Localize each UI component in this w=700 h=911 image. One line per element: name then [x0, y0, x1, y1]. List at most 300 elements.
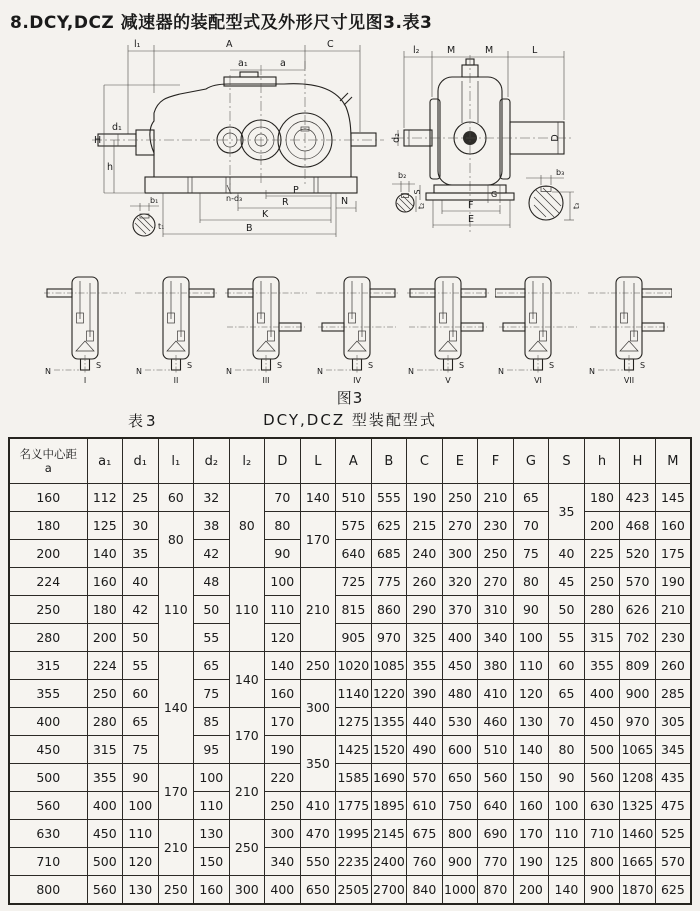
table-cell: 1665: [620, 848, 656, 876]
table-cell: 55: [194, 624, 230, 652]
table-cell: 100: [513, 624, 549, 652]
north-label: N: [226, 367, 233, 376]
table-cell: 38: [194, 512, 230, 540]
table-cell: 240: [407, 540, 443, 568]
table-cell: 45: [549, 568, 585, 596]
variant-label: I: [83, 376, 87, 385]
table-cell: 800: [9, 876, 87, 905]
column-header: h: [584, 438, 620, 484]
table-cell: 40: [549, 540, 585, 568]
dim-label-B: B: [246, 223, 253, 234]
table-row: [9, 820, 691, 848]
table-cell: 25: [123, 484, 159, 512]
table-cell: 355: [9, 680, 87, 708]
table-cell: 480: [442, 680, 478, 708]
table-cell: 70: [549, 708, 585, 736]
table-cell: 1208: [620, 764, 656, 792]
table-cell: 280: [9, 624, 87, 652]
table-cell: 1275: [336, 708, 372, 736]
table-cell: 1895: [371, 792, 407, 820]
table-cell: 470: [300, 820, 336, 848]
table-cell: 550: [300, 848, 336, 876]
column-header: 名义中心距 a: [9, 438, 87, 484]
table-cell: 640: [478, 792, 514, 820]
column-header: E: [442, 438, 478, 484]
table-cell: 250: [442, 484, 478, 512]
variant-label: II: [173, 376, 179, 385]
table-cell: 400: [442, 624, 478, 652]
table-cell: 570: [655, 848, 691, 876]
table-cell: 80: [513, 568, 549, 596]
table-cell: 770: [478, 848, 514, 876]
figure-subcaption: DCY,DCZ 型装配型式: [263, 411, 437, 429]
table-cell: 110: [513, 652, 549, 680]
table-cell: 180: [9, 512, 87, 540]
table-cell: 100: [123, 792, 159, 820]
column-header: d₂: [194, 438, 230, 484]
table-cell: 140: [513, 736, 549, 764]
table-cell: 1325: [620, 792, 656, 820]
table-cell: 170: [229, 708, 265, 764]
table-label: 表3: [128, 412, 159, 430]
south-label: S: [277, 361, 283, 370]
table-cell: 60: [549, 652, 585, 680]
table-cell: 340: [478, 624, 514, 652]
table-cell: 60: [123, 680, 159, 708]
table-cell: 120: [265, 624, 301, 652]
table-cell: 750: [442, 792, 478, 820]
table-cell: 2400: [371, 848, 407, 876]
column-header: d₁: [123, 438, 159, 484]
table-row: [9, 540, 691, 568]
dim-label-M-left: M: [447, 45, 456, 56]
dim-label-K: K: [262, 209, 269, 220]
variant-label: IV: [353, 376, 361, 385]
table-cell: 60: [158, 484, 194, 512]
table-cell: 390: [407, 680, 443, 708]
drawing-side-view: [88, 35, 388, 257]
table-cell: 250: [478, 540, 514, 568]
table-cell: 190: [655, 568, 691, 596]
table-cell: 175: [655, 540, 691, 568]
table-cell: 250: [9, 596, 87, 624]
table-cell: 1000: [442, 876, 478, 905]
table-cell: 110: [194, 792, 230, 820]
table-cell: 900: [442, 848, 478, 876]
table-cell: 520: [620, 540, 656, 568]
table-cell: 112: [87, 484, 123, 512]
table-cell: 510: [336, 484, 372, 512]
table-cell: 290: [407, 596, 443, 624]
dim-label-t2: t₂: [417, 202, 426, 210]
table-cell: 120: [123, 848, 159, 876]
table-cell: 1425: [336, 736, 372, 764]
column-header: C: [407, 438, 443, 484]
table-cell: 50: [549, 596, 585, 624]
variant-label: III: [262, 376, 270, 385]
table-cell: 500: [584, 736, 620, 764]
table-cell: 315: [584, 624, 620, 652]
table-cell: 710: [584, 820, 620, 848]
table-cell: 560: [478, 764, 514, 792]
dim-label-a1: a₁: [238, 58, 248, 69]
dim-label-D: D: [550, 134, 561, 142]
dim-label-F: F: [468, 200, 474, 211]
table-cell: 160: [655, 512, 691, 540]
table-cell: 125: [549, 848, 585, 876]
table-cell: 55: [123, 652, 159, 680]
table-cell: 450: [9, 736, 87, 764]
table-cell: 210: [478, 484, 514, 512]
table-cell: 300: [442, 540, 478, 568]
table-cell: 2505: [336, 876, 372, 905]
table-cell: 90: [123, 764, 159, 792]
table-cell: 225: [584, 540, 620, 568]
table-cell: 800: [442, 820, 478, 848]
table-cell: 220: [265, 764, 301, 792]
table-cell: 190: [513, 848, 549, 876]
table-cell: 315: [9, 652, 87, 680]
table-cell: 775: [371, 568, 407, 596]
table-cell: 355: [407, 652, 443, 680]
table-cell: 370: [442, 596, 478, 624]
table-cell: 80: [229, 484, 265, 568]
table-cell: 1065: [620, 736, 656, 764]
table-cell: 210: [300, 568, 336, 652]
table-cell: 350: [300, 736, 336, 792]
outline-drawings: [88, 35, 700, 257]
table-cell: 1020: [336, 652, 372, 680]
table-cell: 280: [584, 596, 620, 624]
table-cell: 355: [87, 764, 123, 792]
table-cell: 280: [87, 708, 123, 736]
table-cell: 315: [87, 736, 123, 764]
table-cell: 640: [336, 540, 372, 568]
column-header: F: [478, 438, 514, 484]
table-cell: 900: [584, 876, 620, 905]
table-cell: 224: [87, 652, 123, 680]
table-cell: 475: [655, 792, 691, 820]
table-cell: 100: [194, 764, 230, 792]
table-cell: 625: [371, 512, 407, 540]
table-cell: 380: [478, 652, 514, 680]
table-cell: 570: [620, 568, 656, 596]
dim-label-d2: d₂: [391, 133, 402, 143]
table-cell: 460: [478, 708, 514, 736]
table-cell: 2145: [371, 820, 407, 848]
column-header: S: [549, 438, 585, 484]
table-cell: 1995: [336, 820, 372, 848]
assembly-variants: [0, 267, 700, 385]
table-cell: 110: [229, 568, 265, 652]
table-cell: 320: [442, 568, 478, 596]
table-cell: 224: [9, 568, 87, 596]
dim-label-t3: t₃: [572, 202, 581, 210]
table-cell: 710: [9, 848, 87, 876]
table-cell: 905: [336, 624, 372, 652]
table-cell: 90: [513, 596, 549, 624]
table-cell: 1775: [336, 792, 372, 820]
table-cell: 160: [9, 484, 87, 512]
table-body: [9, 484, 691, 905]
table-cell: 630: [584, 792, 620, 820]
table-cell: 970: [620, 708, 656, 736]
dim-label-b2: b₂: [398, 171, 407, 180]
table-cell: 150: [513, 764, 549, 792]
table-cell: 35: [549, 484, 585, 540]
table-cell: 815: [336, 596, 372, 624]
column-header: L: [300, 438, 336, 484]
table-cell: 120: [513, 680, 549, 708]
assembly-variant-VII: [586, 271, 672, 385]
table-cell: 190: [407, 484, 443, 512]
table-cell: 900: [620, 680, 656, 708]
table-cell: 65: [549, 680, 585, 708]
table-row: [9, 680, 691, 708]
table-cell: 180: [584, 484, 620, 512]
table-cell: 215: [407, 512, 443, 540]
table-cell: 110: [265, 596, 301, 624]
table-cell: 80: [265, 512, 301, 540]
table-cell: 230: [655, 624, 691, 652]
table-cell: 200: [87, 624, 123, 652]
table-cell: 450: [87, 820, 123, 848]
table-cell: 140: [87, 540, 123, 568]
table-cell: 270: [442, 512, 478, 540]
assembly-variant-III: [223, 271, 309, 385]
table-cell: 310: [478, 596, 514, 624]
table-cell: 809: [620, 652, 656, 680]
table-cell: 1140: [336, 680, 372, 708]
table-cell: 80: [549, 736, 585, 764]
table-cell: 90: [265, 540, 301, 568]
table-cell: 400: [9, 708, 87, 736]
dim-label-L: L: [532, 45, 538, 56]
table-cell: 75: [194, 680, 230, 708]
figure-caption: 图3: [336, 389, 364, 407]
table-cell: 300: [229, 876, 265, 905]
dim-label-S: S: [413, 189, 422, 195]
table-row: [9, 848, 691, 876]
table-cell: 125: [87, 512, 123, 540]
caption-block: [0, 387, 700, 431]
table-cell: 160: [513, 792, 549, 820]
table-cell: 160: [87, 568, 123, 596]
table-cell: 100: [549, 792, 585, 820]
table-cell: 250: [87, 680, 123, 708]
table-row: [9, 736, 691, 764]
column-header: H: [620, 438, 656, 484]
table-cell: 702: [620, 624, 656, 652]
table-cell: 600: [442, 736, 478, 764]
table-cell: 70: [265, 484, 301, 512]
north-label: N: [588, 367, 595, 376]
table-cell: 560: [584, 764, 620, 792]
table-cell: 1520: [371, 736, 407, 764]
table-cell: 285: [655, 680, 691, 708]
table-cell: 260: [407, 568, 443, 596]
column-header: D: [265, 438, 301, 484]
table-cell: 100: [265, 568, 301, 596]
table-cell: 345: [655, 736, 691, 764]
table-cell: 2235: [336, 848, 372, 876]
table-head: [9, 438, 691, 484]
table-cell: 140: [549, 876, 585, 905]
dim-label-b3: b₃: [556, 168, 565, 177]
table-cell: 180: [87, 596, 123, 624]
table-cell: 210: [655, 596, 691, 624]
table-cell: 145: [655, 484, 691, 512]
north-label: N: [135, 367, 142, 376]
column-header: l₁: [158, 438, 194, 484]
dim-label-R: R: [282, 197, 289, 208]
table-cell: 575: [336, 512, 372, 540]
dim-label-h: h: [107, 162, 114, 173]
table-row: [9, 876, 691, 905]
column-header: l₂: [229, 438, 265, 484]
table-cell: 210: [229, 764, 265, 820]
table-cell: 410: [478, 680, 514, 708]
table-cell: 250: [265, 792, 301, 820]
table-cell: 190: [265, 736, 301, 764]
assembly-variant-VI: [495, 271, 581, 385]
table-cell: 860: [371, 596, 407, 624]
table-cell: 490: [407, 736, 443, 764]
table-cell: 210: [158, 820, 194, 876]
table-cell: 300: [300, 680, 336, 736]
table-cell: 130: [123, 876, 159, 905]
table-cell: 200: [513, 876, 549, 905]
table-cell: 423: [620, 484, 656, 512]
table-cell: 630: [9, 820, 87, 848]
table-cell: 32: [194, 484, 230, 512]
north-label: N: [316, 367, 323, 376]
table-cell: 305: [655, 708, 691, 736]
dim-label-t1: t₁: [158, 222, 165, 231]
assembly-variant-IV: [314, 271, 400, 385]
table-cell: 435: [655, 764, 691, 792]
table-cell: 75: [513, 540, 549, 568]
table-cell: 150: [194, 848, 230, 876]
table-row: [9, 792, 691, 820]
assembly-variant-II: [133, 271, 219, 385]
table-cell: 355: [584, 652, 620, 680]
dim-label-l1: l₁: [134, 39, 141, 50]
table-cell: 40: [123, 568, 159, 596]
table-cell: 560: [87, 876, 123, 905]
table-cell: 260: [655, 652, 691, 680]
table-cell: 170: [513, 820, 549, 848]
dim-label-E: E: [468, 214, 475, 225]
dim-label-N: N: [341, 196, 349, 207]
table-cell: 340: [265, 848, 301, 876]
table-cell: 250: [584, 568, 620, 596]
table-row: [9, 568, 691, 596]
table-row: [9, 512, 691, 540]
table-cell: 400: [584, 680, 620, 708]
table-cell: 35: [123, 540, 159, 568]
table-cell: 1085: [371, 652, 407, 680]
table-cell: 65: [194, 652, 230, 680]
table-cell: 725: [336, 568, 372, 596]
table-cell: 160: [265, 680, 301, 708]
table-cell: 70: [513, 512, 549, 540]
table-cell: 170: [300, 512, 336, 568]
table-cell: 450: [584, 708, 620, 736]
table-cell: 50: [123, 624, 159, 652]
table-cell: 42: [123, 596, 159, 624]
table-cell: 110: [123, 820, 159, 848]
south-label: S: [367, 361, 374, 370]
table-cell: 250: [229, 820, 265, 876]
dim-label-b1: b₁: [150, 196, 159, 205]
assembly-variant-I: [42, 271, 128, 385]
table-row: [9, 484, 691, 512]
table-cell: 468: [620, 512, 656, 540]
table-cell: 560: [9, 792, 87, 820]
table-cell: 200: [584, 512, 620, 540]
table-row: [9, 624, 691, 652]
column-header: B: [371, 438, 407, 484]
dim-label-A: A: [226, 39, 233, 50]
table-cell: 85: [194, 708, 230, 736]
variant-label: VI: [534, 376, 543, 385]
table-cell: 1870: [620, 876, 656, 905]
table-cell: 2700: [371, 876, 407, 905]
table-cell: 690: [478, 820, 514, 848]
table-cell: 675: [407, 820, 443, 848]
dim-label-G: G: [491, 190, 498, 199]
dim-label-l2: l₂: [413, 45, 420, 56]
table-cell: 130: [513, 708, 549, 736]
dim-label-d1: d₁: [112, 122, 122, 133]
table-cell: 30: [123, 512, 159, 540]
table-cell: 75: [123, 736, 159, 764]
table-cell: 1690: [371, 764, 407, 792]
column-header: A: [336, 438, 372, 484]
table-cell: 170: [265, 708, 301, 736]
table-cell: 450: [442, 652, 478, 680]
table-row: [9, 764, 691, 792]
table-cell: 300: [265, 820, 301, 848]
table-cell: 110: [549, 820, 585, 848]
table-cell: 626: [620, 596, 656, 624]
north-label: N: [407, 367, 414, 376]
south-label: S: [639, 361, 646, 370]
table-cell: 440: [407, 708, 443, 736]
table-cell: 65: [513, 484, 549, 512]
south-label: S: [458, 361, 464, 370]
dimension-table: [8, 437, 692, 905]
table-cell: 1460: [620, 820, 656, 848]
table-cell: 230: [478, 512, 514, 540]
table-cell: 650: [442, 764, 478, 792]
table-cell: 510: [478, 736, 514, 764]
table-cell: 325: [407, 624, 443, 652]
table-cell: 1585: [336, 764, 372, 792]
north-label: N: [45, 367, 51, 376]
dim-label-a: a: [280, 58, 286, 69]
dim-label-M-right: M: [485, 45, 494, 56]
table-cell: 50: [194, 596, 230, 624]
north-label: N: [498, 367, 505, 376]
table-cell: 48: [194, 568, 230, 596]
table-cell: 610: [407, 792, 443, 820]
table-cell: 650: [300, 876, 336, 905]
table-cell: 625: [655, 876, 691, 905]
table-cell: 270: [478, 568, 514, 596]
table-cell: 160: [194, 876, 230, 905]
